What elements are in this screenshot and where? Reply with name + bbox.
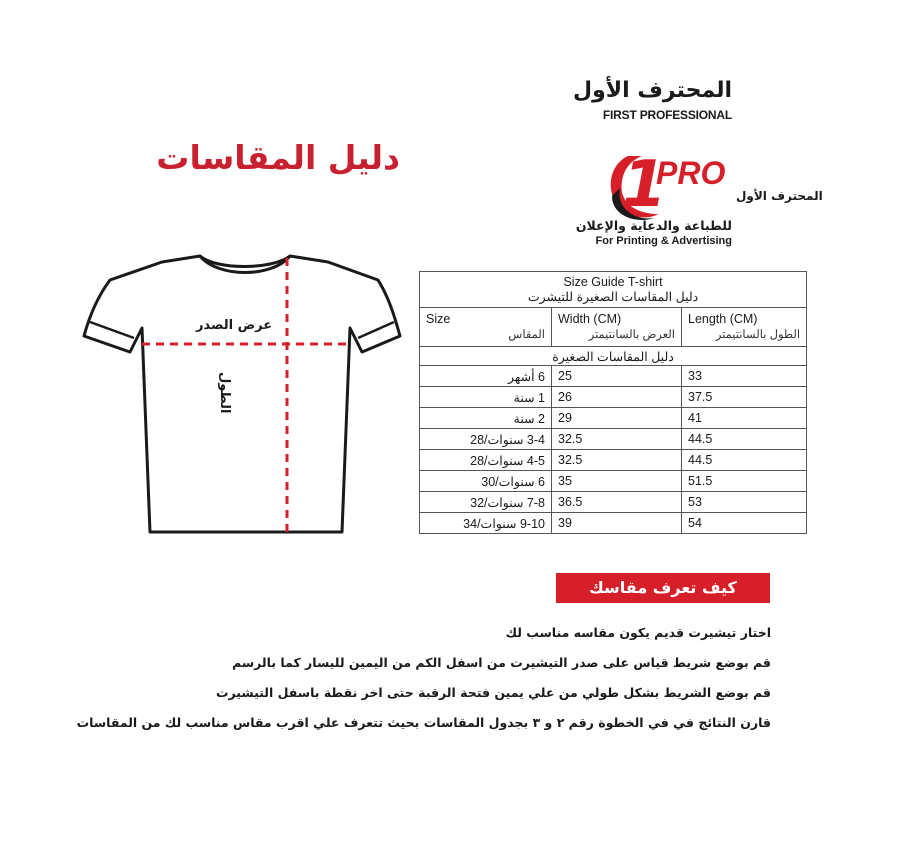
brand-logo (573, 78, 823, 253)
brand-tagline-en: For Printing & Advertising (595, 235, 732, 247)
mark-number: 1 (622, 148, 667, 222)
width-cell: 32.5 (552, 450, 682, 471)
tshirt-outline-icon (76, 252, 406, 537)
brand-tagline-ar: للطباعة والدعاية والإعلان (575, 218, 732, 233)
length-cell: 33 (682, 366, 807, 387)
table-row (420, 492, 807, 513)
table-caption (420, 272, 807, 308)
howto-step: اختار تيشيرت قديم يكون مقاسه مناسب لك (505, 625, 771, 640)
table-row (420, 429, 807, 450)
header-length-ar: الطول بالسانتيمتر (715, 329, 801, 341)
size-cell: 6 أشهر (420, 366, 552, 387)
howto-banner: كيف تعرف مقاسك (556, 573, 770, 603)
tshirt-diagram (76, 252, 406, 537)
size-cell: 3-4 سنوات/28 (420, 429, 552, 450)
size-table (419, 271, 807, 534)
length-label: الطول (217, 372, 232, 414)
howto-step: قم بوضع الشريط بشكل طولي من علي يمين فتحة الرقبة حتى اخر نقطة باسفل التيشيرت (215, 685, 771, 700)
brand-name-ar: المحترف الأول (573, 78, 732, 103)
mark-ar: المحترف الأول (736, 189, 823, 203)
header-width-en: Width (CM) (558, 312, 622, 326)
length-cell: 44.5 (682, 450, 807, 471)
column-header-size (420, 308, 552, 347)
width-cell: 35 (552, 471, 682, 492)
width-cell: 39 (552, 513, 682, 534)
size-cell: 6 سنوات/30 (420, 471, 552, 492)
width-cell: 29 (552, 408, 682, 429)
table-row (420, 366, 807, 387)
size-cell: 4-5 سنوات/28 (420, 450, 552, 471)
mark-text: PRO (656, 155, 726, 191)
width-cell: 36.5 (552, 492, 682, 513)
column-header-length (682, 308, 807, 347)
size-cell: 2 سنة (420, 408, 552, 429)
size-cell: 7-8 سنوات/32 (420, 492, 552, 513)
header-size-ar: المقاس (508, 329, 545, 341)
length-cell: 54 (682, 513, 807, 534)
width-cell: 32.5 (552, 429, 682, 450)
table-section-label: دليل المقاسات الصغيرة (420, 347, 807, 366)
table-row (420, 450, 807, 471)
length-cell: 51.5 (682, 471, 807, 492)
length-cell: 44.5 (682, 429, 807, 450)
width-cell: 25 (552, 366, 682, 387)
table-caption-ar: دليل المقاسات الصغيرة للتيشرت (527, 289, 699, 304)
howto-step: قارن النتائج في في الخطوة رقم ٢ و ٣ بجدول المقاسات بحيث تتعرف علي اقرب مقاس مناسب لك من المقاسات (76, 715, 771, 730)
howto-steps (71, 618, 771, 738)
brand-name-en: FIRST PROFESSIONAL (602, 108, 732, 122)
length-cell: 41 (682, 408, 807, 429)
chest-label: عرض الصدر (196, 318, 273, 333)
table-row (420, 471, 807, 492)
size-cell: 9-10 سنوات/34 (420, 513, 552, 534)
column-header-width (552, 308, 682, 347)
table-row (420, 408, 807, 429)
length-cell: 53 (682, 492, 807, 513)
table-row (420, 387, 807, 408)
table-row (420, 513, 807, 534)
pro-logo-icon (595, 126, 823, 276)
howto-step: قم بوضع شريط قياس على صدر التيشيرت من اسفل الكم من اليمين لليسار كما بالرسم (232, 655, 771, 670)
page-title: دليل المقاسات (156, 138, 400, 177)
table-caption-en: Size Guide T-shirt (563, 274, 663, 289)
size-cell: 1 سنة (420, 387, 552, 408)
length-cell: 37.5 (682, 387, 807, 408)
width-cell: 26 (552, 387, 682, 408)
header-size-en: Size (426, 312, 451, 326)
header-width-ar: العرض بالسانتيمتر (588, 329, 675, 341)
header-length-en: Length (CM) (688, 312, 758, 326)
